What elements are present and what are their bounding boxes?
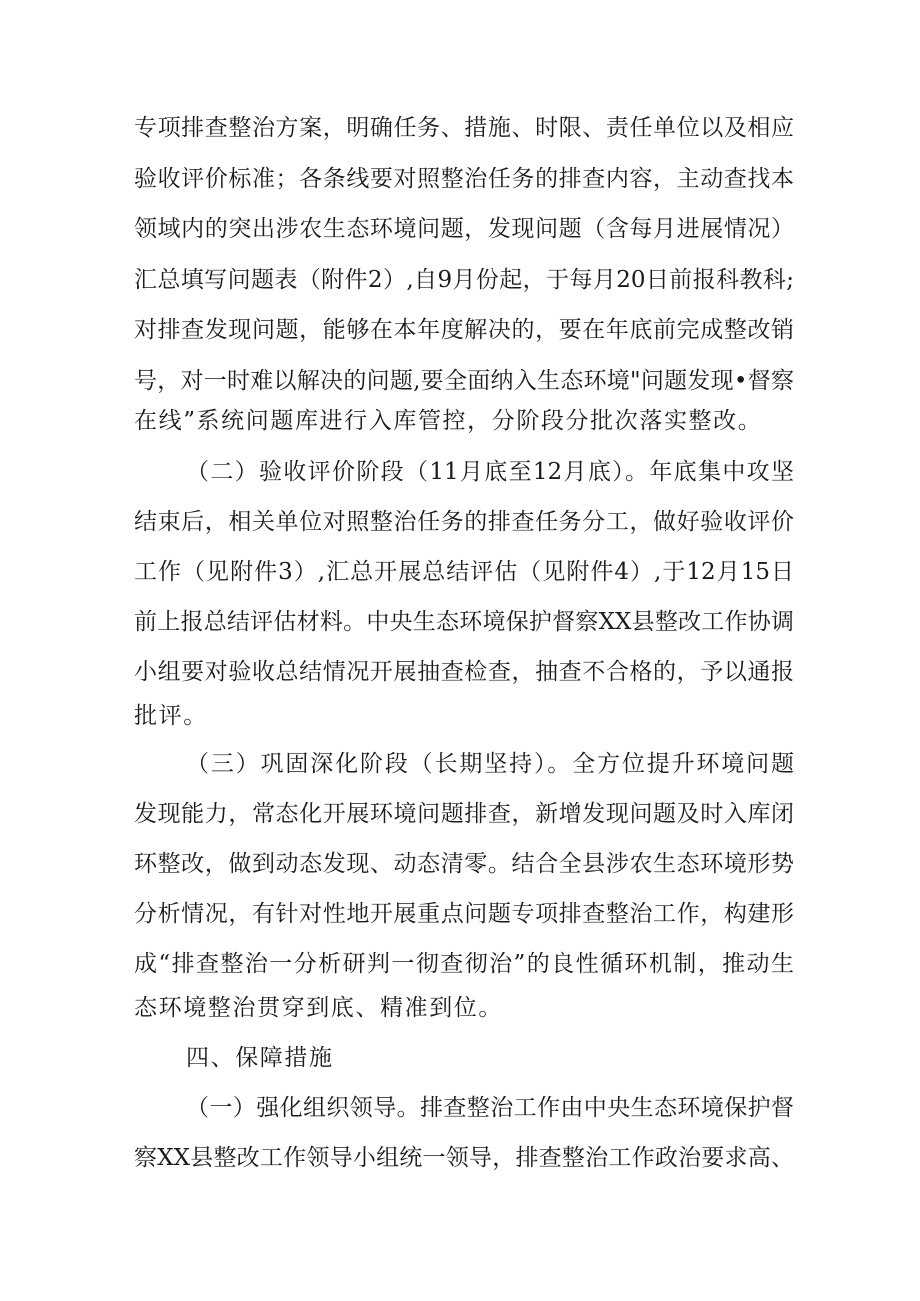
body-line: 环整改，做到动态发现、动态清零。结合全县涉农生态环境形势 xyxy=(134,851,794,877)
body-line: 对排查发现问题，能够在本年度解决的，要在年底前完成整改销 xyxy=(134,317,794,343)
body-line: 工作（见附件3）,汇总开展总结评估（见附件4）,于12月15日 xyxy=(134,559,794,585)
section-paragraph-start: （一）强化组织领导。排查整治工作由中央生态环境保护督 xyxy=(186,1095,794,1121)
body-line: 态环境整治贯穿到底、精准到位。 xyxy=(134,995,503,1021)
section-heading: 四、保障措施 xyxy=(186,1045,334,1071)
body-line: 领域内的突出涉农生态环境问题，发现问题（含每月进展情况） xyxy=(134,216,794,242)
body-line: 小组要对验收总结情况开展抽查检查，抽查不合格的，予以通报 xyxy=(134,659,794,685)
body-line: 成“排查整治一分析研判一彻查彻治”的良性循环机制，推动生 xyxy=(134,951,794,977)
body-line: 批评。 xyxy=(134,703,208,729)
body-line: 发现能力，常态化开展环境问题排查，新增发现问题及时入库闭 xyxy=(134,801,794,827)
body-line: 汇总填写问题表（附件2）,自9月份起，于每月20日前报科教科; xyxy=(134,267,794,293)
body-line: 验收评价标准；各条线要对照整治任务的排查内容，主动查找本 xyxy=(134,166,794,192)
body-line: 在线”系统问题库进行入库管控，分阶段分批次落实整改。 xyxy=(134,408,763,434)
body-line: 号，对一时难以解决的问题,要全面纳入生态环境"问题发现•督察 xyxy=(134,368,794,394)
body-line: 专项排查整治方案，明确任务、措施、时限、责任单位以及相应 xyxy=(134,115,794,141)
section-paragraph-start: （二）验收评价阶段（11月底至12月底）。年底集中攻坚 xyxy=(186,459,794,485)
body-line: 察XX县整改工作领导小组统一领导，排查整治工作政治要求高、 xyxy=(134,1145,794,1171)
body-line: 分析情况，有针对性地开展重点问题专项排查整治工作，构建形 xyxy=(134,901,794,927)
section-paragraph-start: （三）巩固深化阶段（长期坚持）。全方位提升环境问题 xyxy=(186,751,794,777)
body-line: 结束后，相关单位对照整治任务的排查任务分工，做好验收评价 xyxy=(134,509,794,535)
body-line: 前上报总结评估材料。中央生态环境保护督察XX县整改工作协调 xyxy=(134,609,794,635)
